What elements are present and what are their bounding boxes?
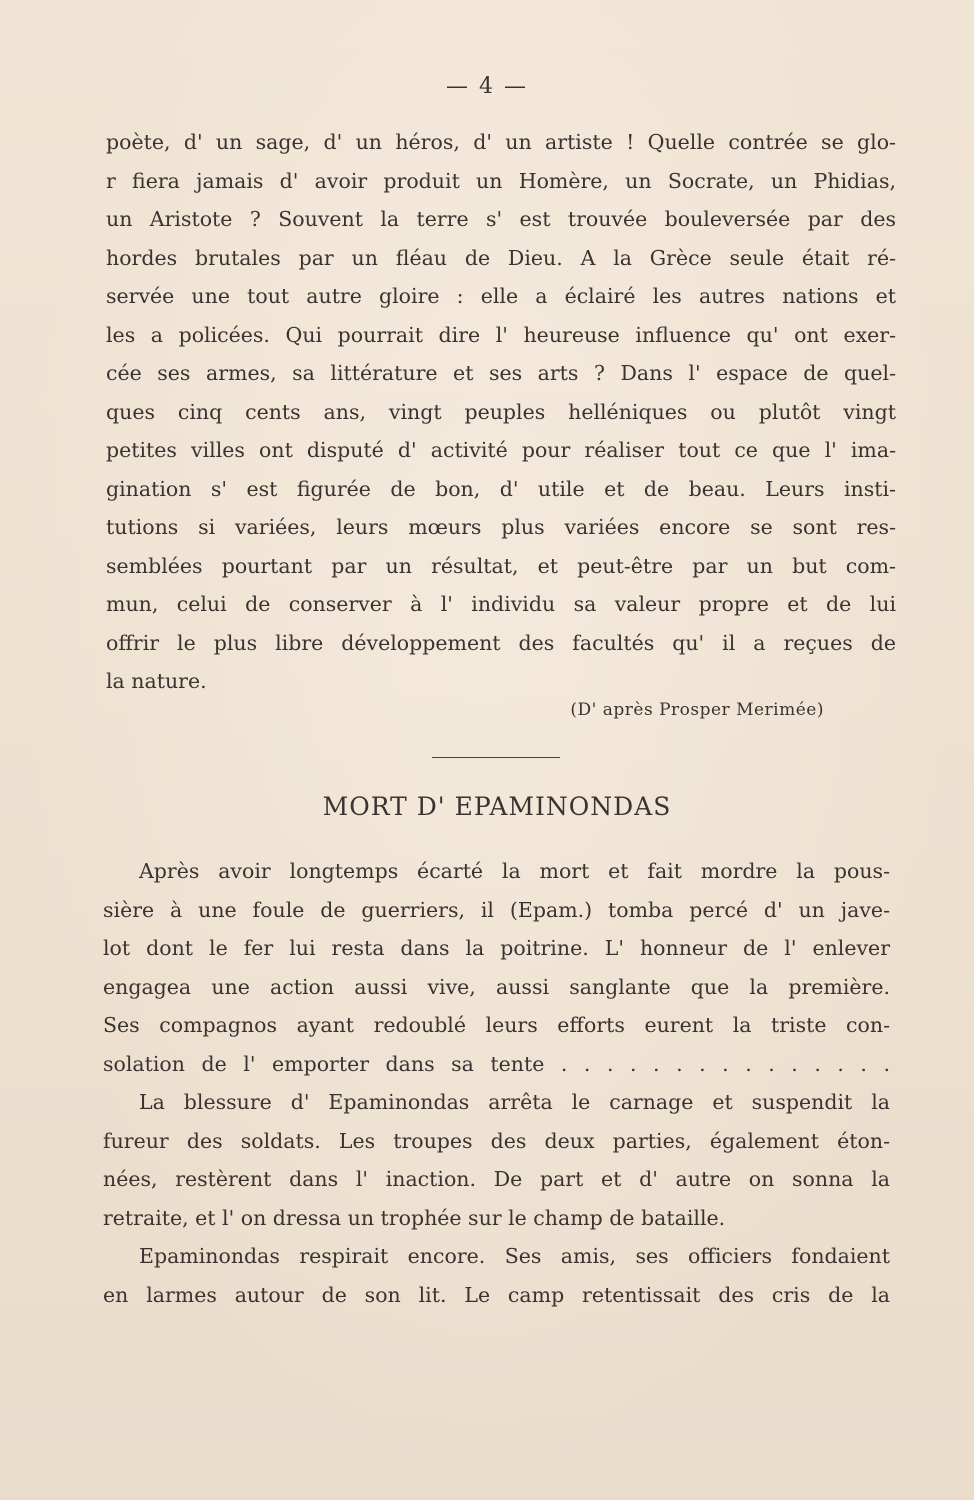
text-line: solation de l' emporter dans sa tente . . . . . . . . . . . . . . . bbox=[103, 1051, 890, 1076]
text-line: offrir le plus libre développement des facultés qu' il a reçues de bbox=[106, 630, 896, 655]
text-line: lot dont le fer lui resta dans la poitrine. L' honneur de l' enlever bbox=[103, 936, 890, 960]
text-line: ques cinq cents ans, vingt peuples helléniques ou plutôt vingt bbox=[106, 399, 896, 424]
text-line: servée une tout autre gloire : elle a éclairé les autres nations et bbox=[106, 284, 896, 308]
text-line: hordes brutales par un fléau de Dieu. A la Grèce seule était ré- bbox=[106, 245, 896, 270]
text-line: en larmes autour de son lit. Le camp retentissait des cris de la bbox=[103, 1282, 890, 1307]
text-line: poète, d' un sage, d' un héros, d' un artiste ! Quelle contrée se glo- bbox=[106, 130, 896, 154]
text-line: Epaminondas respirait encore. Ses amis, ses officiers fondaient bbox=[139, 1244, 890, 1268]
attribution: (D' après Prosper Merimée) bbox=[570, 700, 824, 720]
text-line: Après avoir longtemps écarté la mort et fait mordre la pous- bbox=[139, 859, 890, 883]
text-line: retraite, et l' on dressa un trophée sur le champ de bataille. bbox=[103, 1205, 726, 1230]
text-line: un Aristote ? Souvent la terre s' est trouvée bouleversée par des bbox=[106, 207, 896, 231]
text-line: la nature. bbox=[106, 669, 207, 693]
text-line: La blessure d' Epaminondas arrêta le carnage et suspendit la bbox=[139, 1090, 890, 1114]
text-line: fureur des soldats. Les troupes des deux parties, également éton- bbox=[103, 1128, 890, 1153]
text-line: gination s' est figurée de bon, d' utile et de beau. Leurs insti- bbox=[106, 476, 896, 501]
text-line: mun, celui de conserver à l' individu sa valeur propre et de lui bbox=[106, 592, 896, 616]
text-line: Ses compagnos ayant redoublé leurs efforts eurent la triste con- bbox=[103, 1013, 890, 1037]
section-divider bbox=[432, 757, 560, 758]
text-line: r fiera jamais d' avoir produit un Homère, un Socrate, un Phidias, bbox=[106, 168, 896, 193]
text-line: tutions si variées, leurs mœurs plus variées encore se sont res- bbox=[106, 515, 896, 539]
text-line: nées, restèrent dans l' inaction. De part et d' autre on sonna la bbox=[103, 1167, 890, 1191]
text-line: sière à une foule de guerriers, il (Epam.) tomba percé d' un jave- bbox=[103, 897, 890, 922]
paragraph-epaminondas bbox=[103, 852, 890, 1314]
page-number: — 4 — bbox=[446, 74, 528, 99]
paragraph-greece bbox=[106, 123, 896, 701]
text-line: petites villes ont disputé d' activité pour réaliser tout ce que l' ima- bbox=[106, 438, 896, 462]
text-line: cée ses armes, sa littérature et ses arts ? Dans l' espace de quel- bbox=[106, 361, 896, 385]
text-line: les a policées. Qui pourrait dire l' heureuse influence qu' ont exer- bbox=[106, 322, 896, 347]
section-title: MORT D' EPAMINONDAS bbox=[322, 792, 672, 821]
text-line: semblées pourtant par un résultat, et peut-être par un but com- bbox=[106, 553, 896, 578]
text-line: engagea une action aussi vive, aussi sanglante que la première. bbox=[103, 974, 890, 999]
